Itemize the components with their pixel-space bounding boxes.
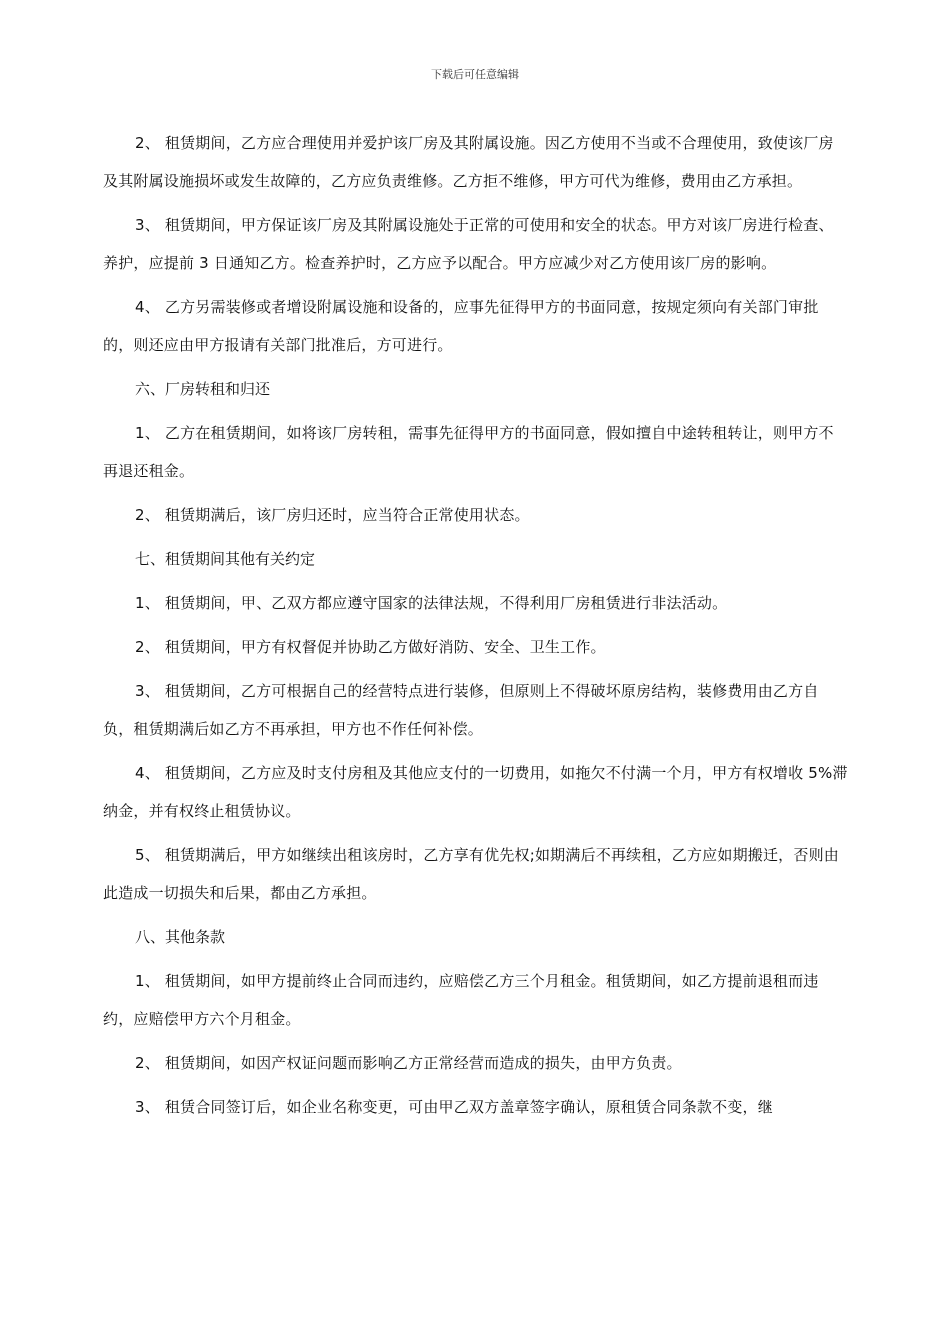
section-heading: 七、租赁期间其他有关约定 (135, 550, 316, 568)
clause-paragraph: 1、 租赁期间，如甲方提前终止合同而违约，应赔偿乙方三个月租金。租赁期间，如乙方提前退租而违约，应赔偿甲方六个月租金。 (103, 972, 819, 1028)
section-heading: 六、厂房转租和归还 (135, 380, 271, 398)
clause-paragraph: 3、 租赁期间，乙方可根据自己的经营特点进行装修，但原则上不得破坏原房结构，装修费用由乙方自负，租赁期满后如乙方不再承担，甲方也不作任何补偿。 (103, 682, 819, 738)
clause-paragraph: 3、 租赁合同签订后，如企业名称变更，可由甲乙双方盖章签字确认，原租赁合同条款不变，继 (135, 1098, 773, 1116)
document-body (103, 124, 848, 1132)
clause-paragraph: 4、 租赁期间，乙方应及时支付房租及其他应支付的一切费用，如拖欠不付满一个月，甲方有权增收 5%滞纳金，并有权终止租赁协议。 (103, 764, 848, 820)
clause-paragraph: 1、 乙方在租赁期间，如将该厂房转租，需事先征得甲方的书面同意，假如擅自中途转租转让，则甲方不再退还租金。 (103, 424, 834, 480)
clause-paragraph: 2、 租赁期间，甲方有权督促并协助乙方做好消防、安全、卫生工作。 (135, 638, 606, 656)
clause-paragraph: 2、 租赁期间，乙方应合理使用并爱护该厂房及其附属设施。因乙方使用不当或不合理使用，致使该厂房及其附属设施损坏或发生故障的，乙方应负责维修。乙方拒不维修，甲方可代为维修，费用由乙方承担。 (103, 134, 834, 190)
section-heading: 八、其他条款 (135, 928, 226, 946)
clause-paragraph: 2、 租赁期满后，该厂房归还时，应当符合正常使用状态。 (135, 506, 530, 524)
header-note: 下载后可任意编辑 (431, 68, 519, 81)
clause-paragraph: 1、 租赁期间，甲、乙双方都应遵守国家的法律法规，不得利用厂房租赁进行非法活动。 (135, 594, 728, 612)
clause-paragraph: 3、 租赁期间，甲方保证该厂房及其附属设施处于正常的可使用和安全的状态。甲方对该厂房进行检查、养护，应提前 3 日通知乙方。检查养护时，乙方应予以配合。甲方应减少对乙方使用该厂房的影响。 (103, 216, 834, 272)
clause-paragraph: 5、 租赁期满后，甲方如继续出租该房时，乙方享有优先权;如期满后不再续租，乙方应如期搬迁，否则由此造成一切损失和后果，都由乙方承担。 (103, 846, 839, 902)
clause-paragraph: 2、 租赁期间，如因产权证问题而影响乙方正常经营而造成的损失，由甲方负责。 (135, 1054, 682, 1072)
clause-paragraph: 4、 乙方另需装修或者增设附属设施和设备的，应事先征得甲方的书面同意，按规定须向有关部门审批的，则还应由甲方报请有关部门批准后，方可进行。 (103, 298, 819, 354)
